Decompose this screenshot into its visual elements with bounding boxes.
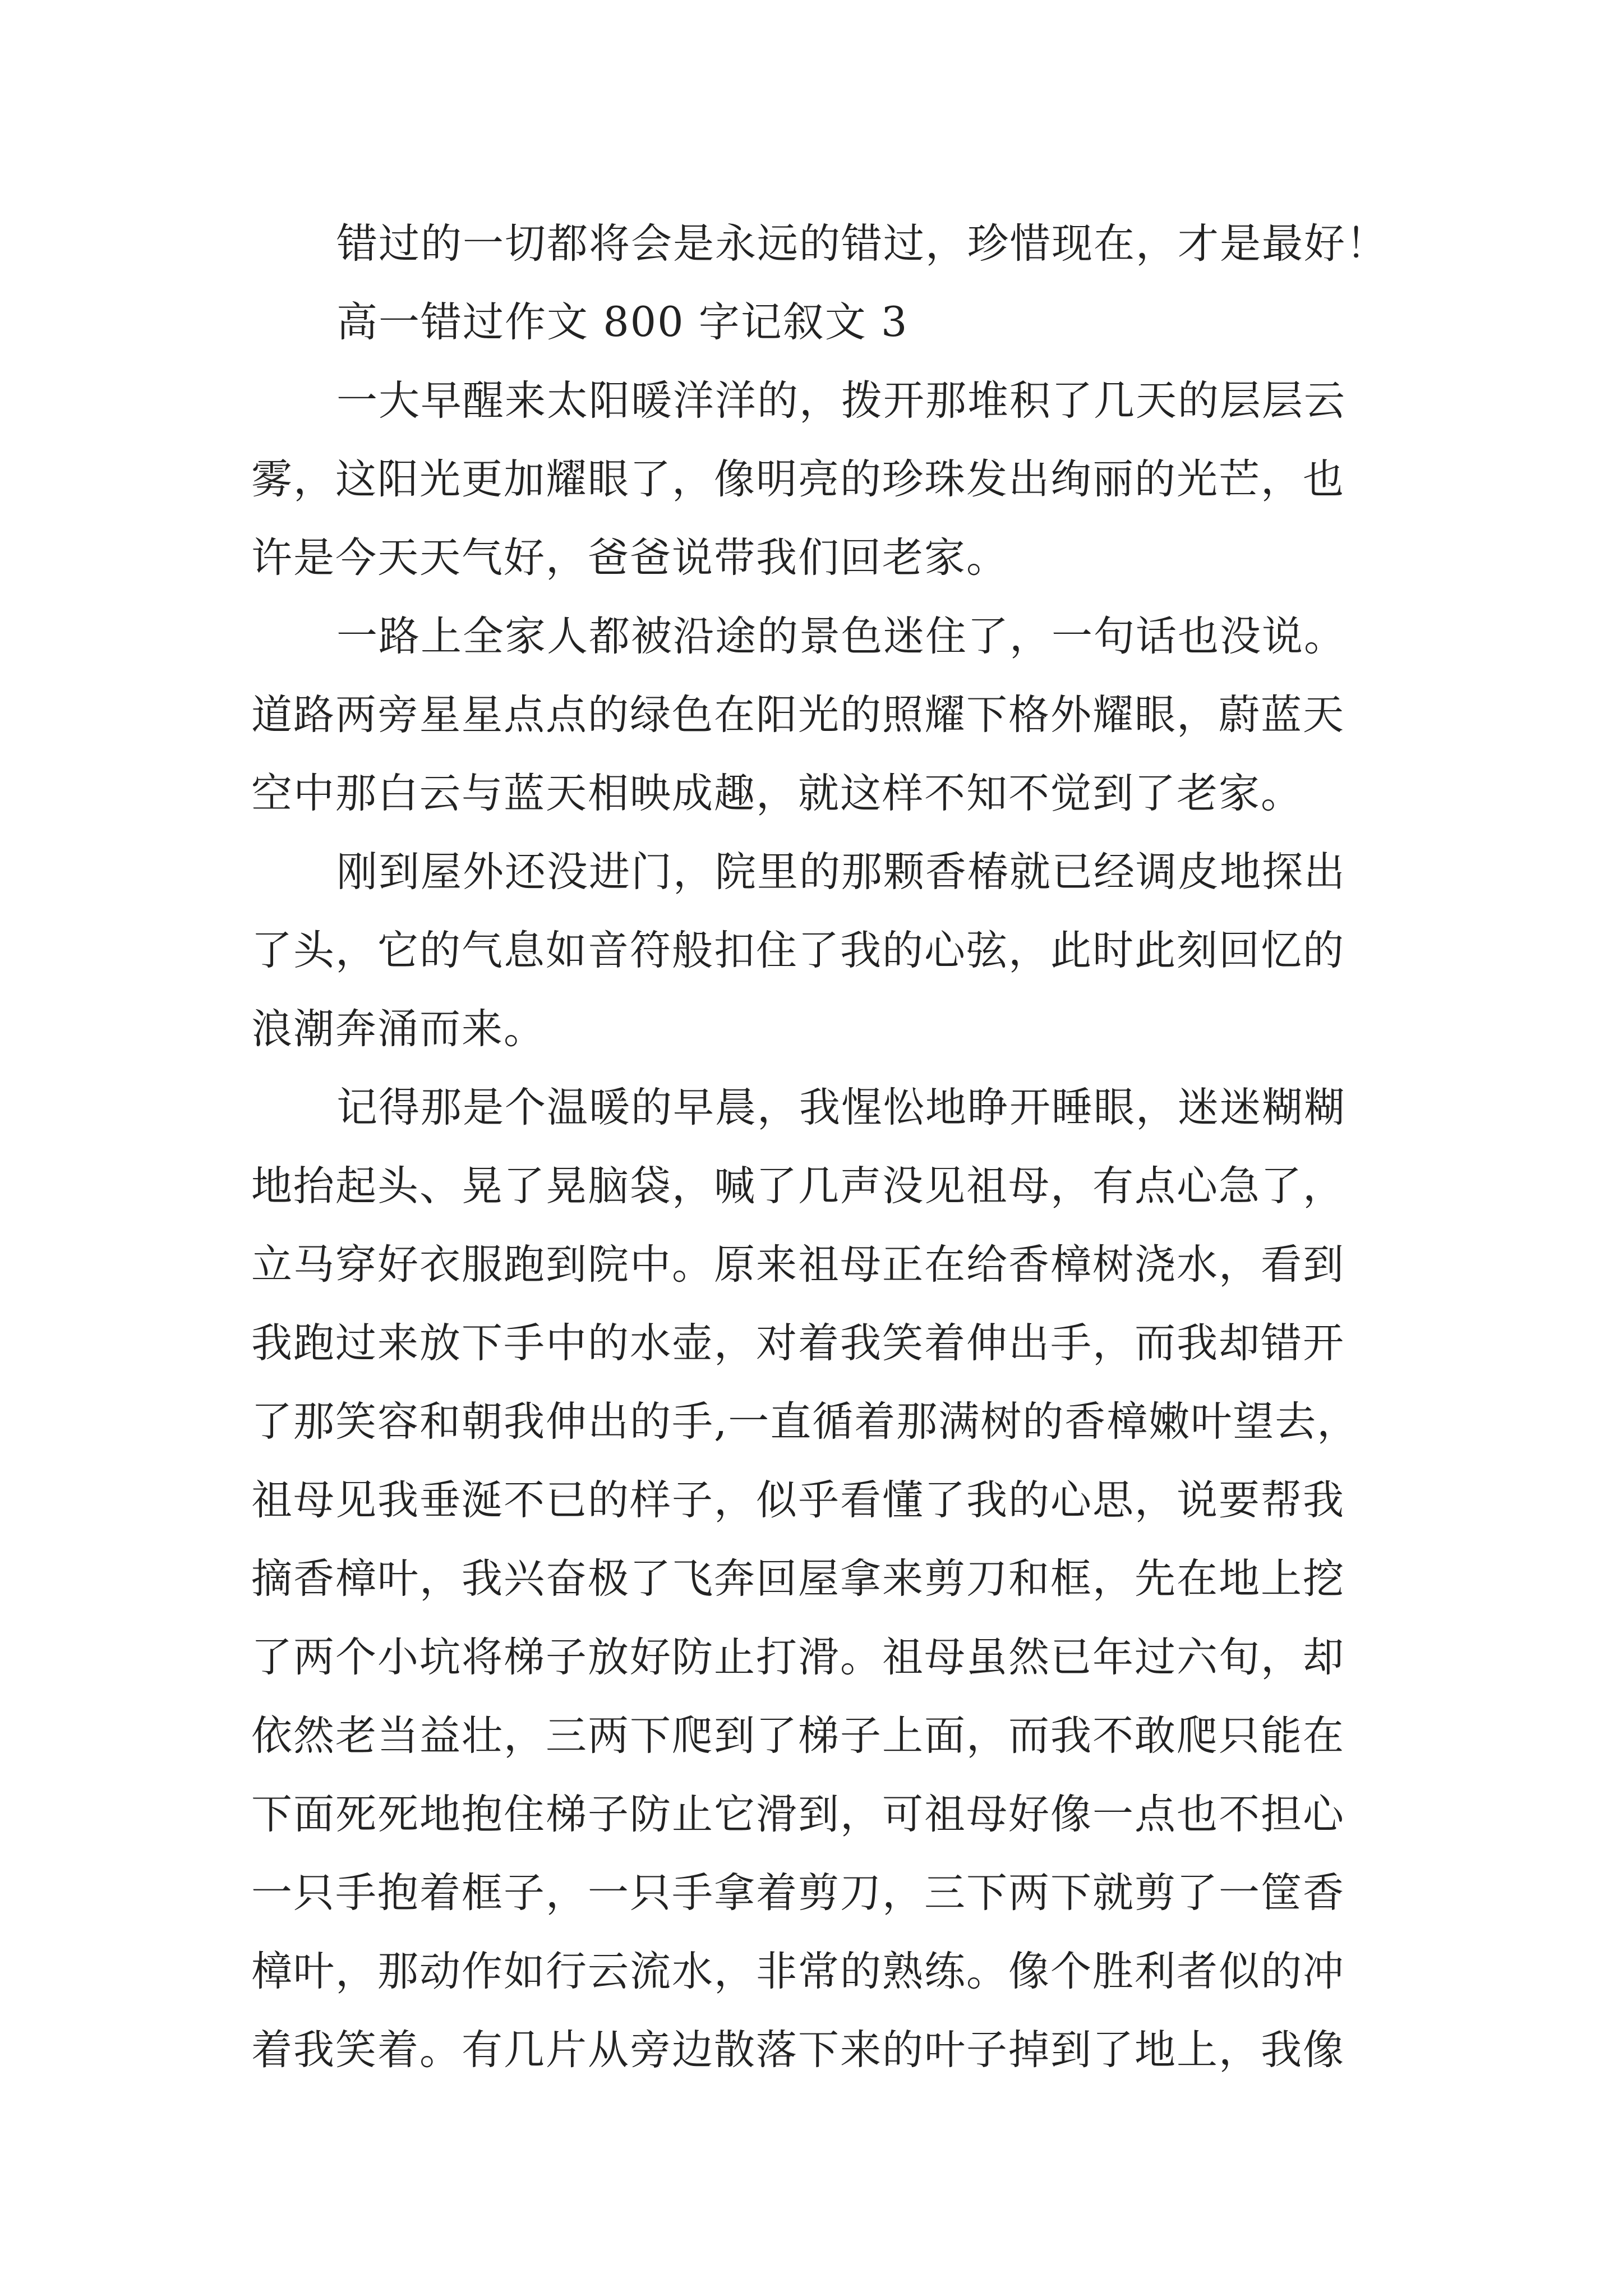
text-line: 着我笑着。有几片从旁边散落下来的叶子掉到了地上，我像 xyxy=(251,2026,1345,2074)
text-line: 刚到屋外还没进门，院里的那颗香椿就已经调皮地探出 xyxy=(336,848,1346,896)
text-line: 了那笑容和朝我伸出的手,一直循着那满树的香樟嫩叶望去， xyxy=(251,1398,1359,1446)
text-line: 错过的一切都将会是永远的错过，珍惜现在，才是最好！ xyxy=(336,220,1388,268)
text-line: 下面死死地抱住梯子防止它滑到，可祖母好像一点也不担心 xyxy=(251,1791,1345,1838)
text-line: 一路上全家人都被沿途的景色迷住了，一句话也没说。 xyxy=(336,613,1346,660)
text-line: 立马穿好衣服跑到院中。原来祖母正在给香樟树浇水，看到 xyxy=(251,1241,1345,1289)
text-line: 许是今天天气好，爸爸说带我们回老家。 xyxy=(251,534,1008,582)
text-line: 地抬起头、晃了晃脑袋，喊了几声没见祖母，有点心急了， xyxy=(251,1162,1345,1210)
text-line: 一只手抱着框子，一只手拿着剪刀，三下两下就剪了一筐香 xyxy=(251,1869,1345,1917)
text-line: 祖母见我垂涎不已的样子，似乎看懂了我的心思，说要帮我 xyxy=(251,1476,1345,1524)
text-line: 浪潮奔涌而来。 xyxy=(251,1005,546,1053)
text-line: 了头，它的气息如音符般扣住了我的心弦，此时此刻回忆的 xyxy=(251,927,1345,974)
text-line: 道路两旁星星点点的绿色在阳光的照耀下格外耀眼，蔚蓝天 xyxy=(251,691,1345,739)
text-line: 依然老当益壮，三两下爬到了梯子上面，而我不敢爬只能在 xyxy=(251,1712,1345,1760)
text-line: 樟叶，那动作如行云流水，非常的熟练。像个胜利者似的冲 xyxy=(251,1948,1345,1995)
text-line: 雾，这阳光更加耀眼了，像明亮的珍珠发出绚丽的光芒，也 xyxy=(251,455,1345,503)
text-line: 摘香樟叶，我兴奋极了飞奔回屋拿来剪刀和框，先在地上挖 xyxy=(251,1555,1345,1603)
text-line: 空中那白云与蓝天相映成趣，就这样不知不觉到了老家。 xyxy=(251,770,1303,817)
text-line: 我跑过来放下手中的水壶，对着我笑着伸出手，而我却错开 xyxy=(251,1319,1345,1367)
text-line: 记得那是个温暖的早晨，我惺忪地睁开睡眼，迷迷糊糊 xyxy=(336,1084,1346,1131)
text-line: 一大早醒来太阳暖洋洋的，拨开那堆积了几天的层层云 xyxy=(336,377,1346,425)
text-line: 了两个小坑将梯子放好防止打滑。祖母虽然已年过六旬，却 xyxy=(251,1634,1345,1681)
section-heading: 高一错过作文 800 字记叙文 3 xyxy=(336,298,909,346)
